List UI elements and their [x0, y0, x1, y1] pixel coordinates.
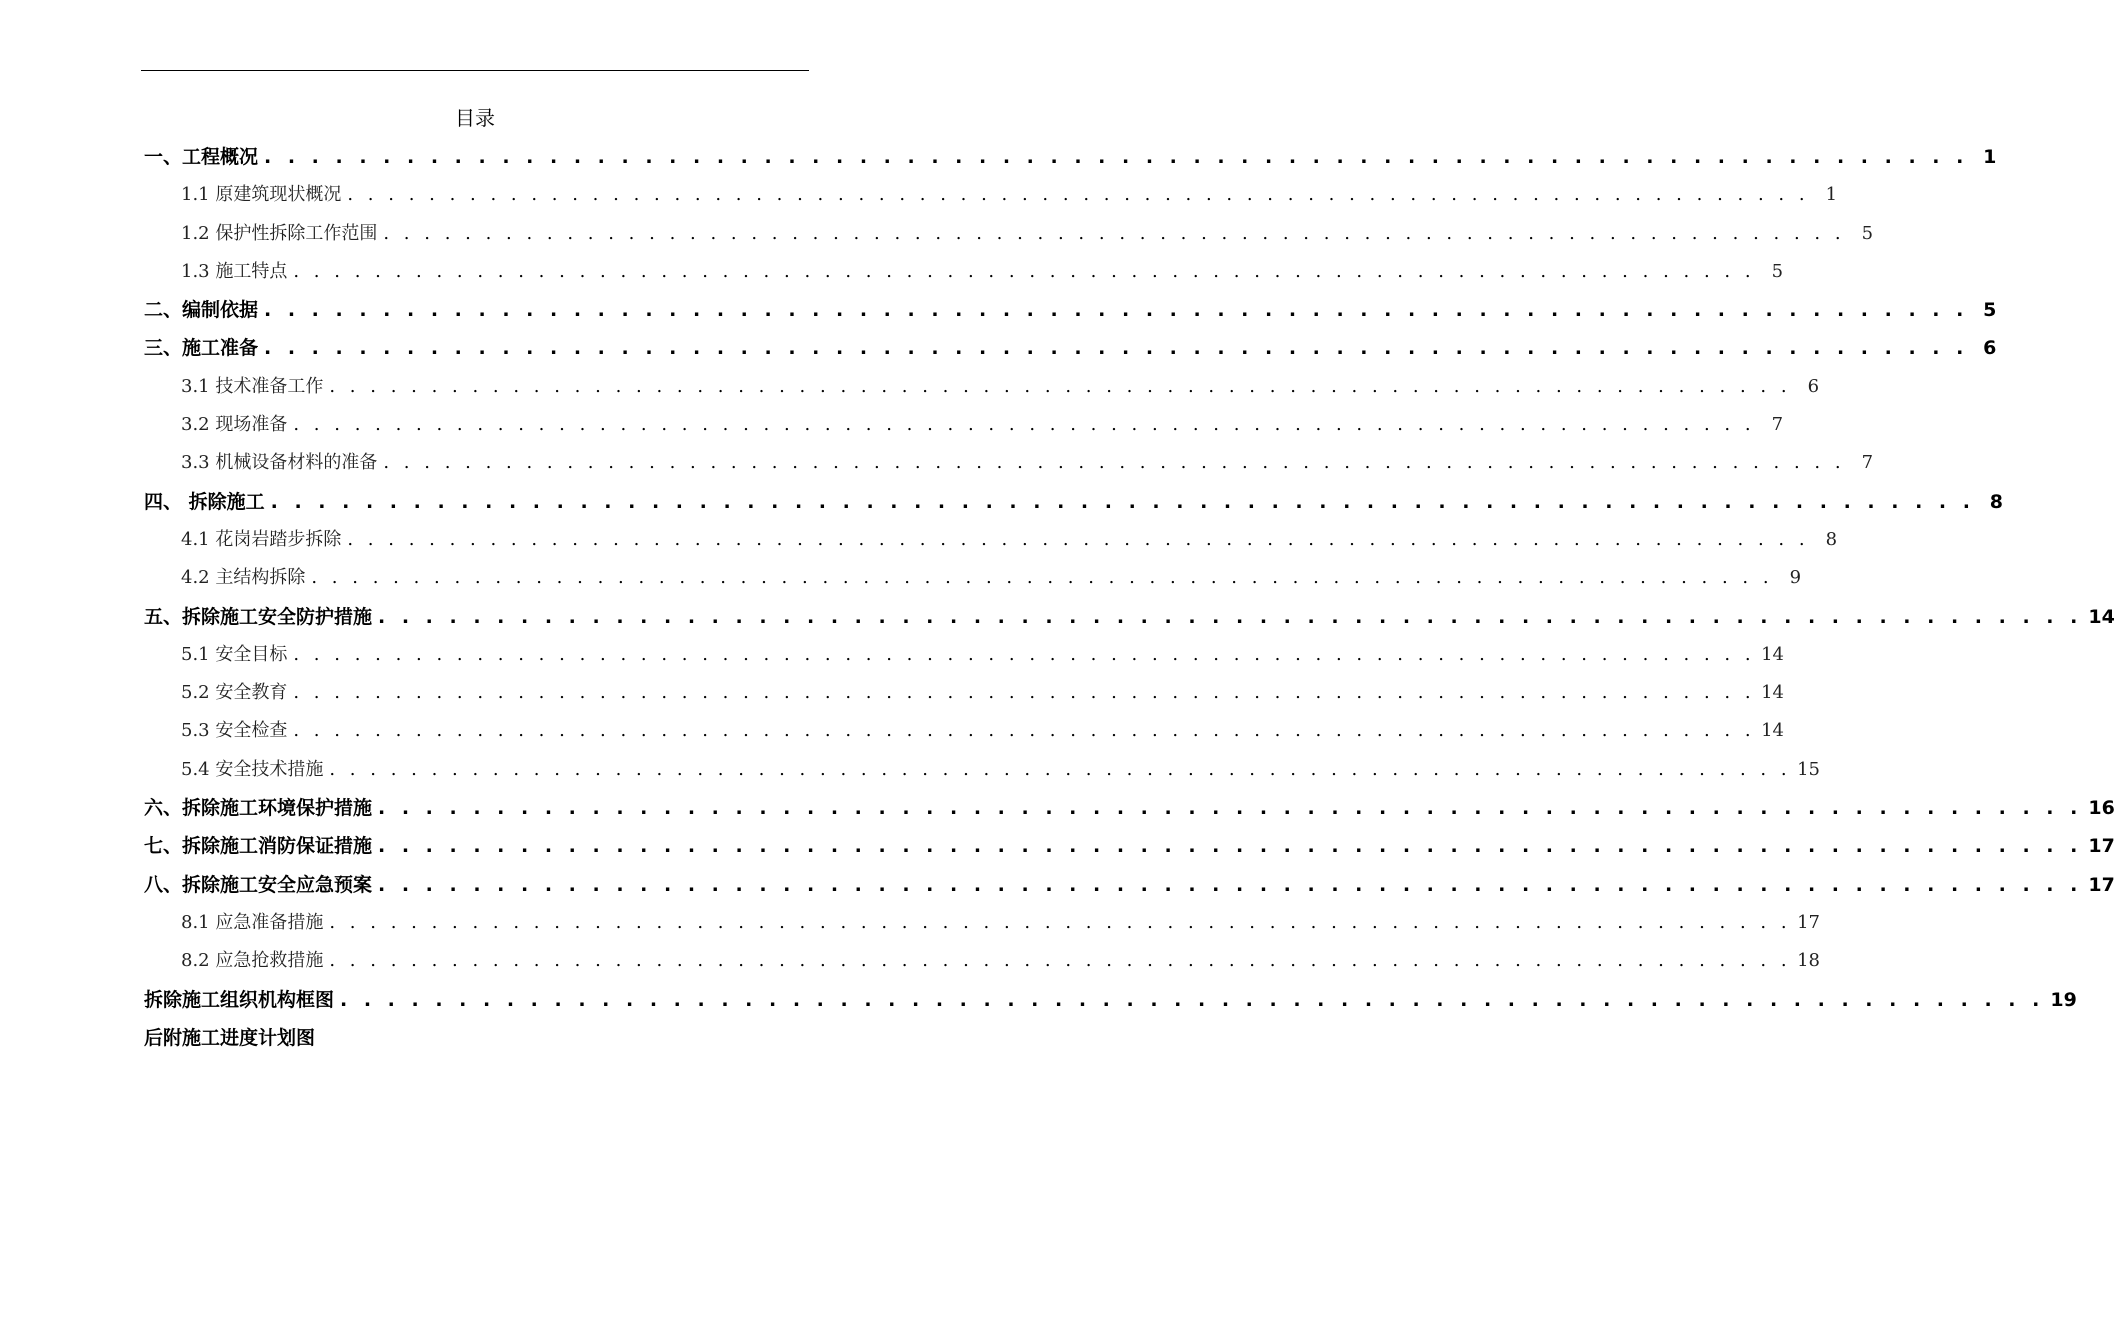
toc-dot-leader: . . . . . . . . . . . . . . . . . . . . . . . . . . . . . . . . . . . . . . . . . . . . . . . . . . . . . . . . . . . . . . . . . . . . . . . .	[293, 260, 1756, 282]
toc-dot-leader: . . . . . . . . . . . . . . . . . . . . . . . . . . . . . . . . . . . . . . . . . . . . . . . . . . . . . . . . . . . . . . . . . . . . . . . .	[293, 720, 1756, 742]
toc-entry[interactable]	[144, 559, 1802, 597]
toc-entry-page-number: 6	[1807, 375, 1820, 397]
toc-entry[interactable]	[144, 521, 1838, 559]
toc-entry-page-number: 14	[1761, 643, 1784, 665]
toc-entry[interactable]	[144, 636, 1784, 674]
toc-dot-leader: . . . . . . . . . . . . . . . . . . . . . . . . . . . . . . . . . . . . . . . . . . . . . . . . . . . . . . . . . . . . . . . . . . . . . . . .	[329, 950, 1792, 972]
toc-entry-page-number: 8	[1825, 528, 1838, 550]
toc-entry-page-number: 7	[1771, 414, 1784, 436]
toc-dot-leader: . . . . . . . . . . . . . . . . . . . . . . . . . . . . . . . . . . . . . . . . . . . . . . . . . . . . . . . . . . . . . . . . . . . . . . . .	[383, 222, 1846, 244]
toc-title: 目录	[455, 106, 495, 130]
toc-entry-label: 拆除施工组织机构框图	[144, 988, 335, 1011]
header-rule	[141, 70, 809, 71]
toc-entry-page-number: 1	[1983, 146, 1997, 168]
toc-dot-leader: . . . . . . . . . . . . . . . . . . . . . . . . . . . . . . . . . . . . . . . . . . . . . . . . . . . . . . . . . . . . . . . . . . . . . . . .	[378, 873, 2083, 896]
toc-entry[interactable]	[144, 674, 1784, 712]
toc-entry[interactable]	[144, 406, 1784, 444]
toc-dot-leader: . . . . . . . . . . . . . . . . . . . . . . . . . . . . . . . . . . . . . . . . . . . . . . . . . . . . . . . . . . . . . . . . . . . . . . . .	[378, 797, 2083, 820]
toc-entry-label: 5.4 安全技术措施	[181, 758, 324, 780]
toc-entry-label: 后附施工进度计划图	[144, 1026, 316, 1049]
toc-entry-label: 8.2 应急抢救措施	[181, 950, 324, 972]
toc-dot-leader: . . . . . . . . . . . . . . . . . . . . . . . . . . . . . . . . . . . . . . . . . . . . . . . . . . . . . . . . . . . . . . . . . . . . . . . .	[329, 911, 1792, 933]
toc-entry[interactable]	[144, 176, 1838, 214]
toc-dot-leader: . . . . . . . . . . . . . . . . . . . . . . . . . . . . . . . . . . . . . . . . . . . . . . . . . . . . . . . . . . . . . . . . . . . . . . . .	[311, 567, 1774, 589]
toc-dot-leader: . . . . . . . . . . . . . . . . . . . . . . . . . . . . . . . . . . . . . . . . . . . . . . . . . . . . . . . . . . . . . . . . . . . . . . . .	[293, 682, 1756, 704]
toc-entry-label: 五、拆除施工安全防护措施	[144, 605, 373, 628]
toc-entry[interactable]	[144, 483, 2003, 521]
toc-dot-leader: . . . . . . . . . . . . . . . . . . . . . . . . . . . . . . . . . . . . . . . . . . . . . . . . . . . . . . . . . . . . . . . . . . . . . . . .	[378, 605, 2083, 628]
toc-entry[interactable]	[144, 253, 1784, 291]
toc-entry-label: 5.2 安全教育	[181, 682, 288, 704]
toc-entry-label: 一、工程概况	[144, 146, 259, 168]
toc-entry-page-number: 14	[1761, 720, 1784, 742]
toc-dot-leader: . . . . . . . . . . . . . . . . . . . . . . . . . . . . . . . . . . . . . . . . . . . . . . . . . . . . . . . . . . . . . . . . . . . . . . . .	[383, 452, 1846, 474]
toc-entry[interactable]	[144, 827, 2115, 865]
toc-entry-page-number: 17	[2088, 873, 2115, 896]
toc-entry-label: 3.2 现场准备	[181, 414, 288, 436]
toc-entry[interactable]	[144, 751, 1820, 789]
toc-entry-page-number: 9	[1789, 567, 1802, 589]
toc-entry-page-number: 5	[1771, 260, 1784, 282]
toc-entry[interactable]	[144, 981, 2077, 1019]
toc-entry-label: 四、 拆除施工	[144, 490, 265, 513]
toc-dot-leader: . . . . . . . . . . . . . . . . . . . . . . . . . . . . . . . . . . . . . . . . . . . . . . . . . . . . . . . . . . . . . . . . . . . . . . . .	[329, 758, 1792, 780]
toc-entry-label: 八、拆除施工安全应急预案	[144, 873, 373, 896]
toc-entry[interactable]	[144, 215, 1874, 253]
toc-dot-leader: . . . . . . . . . . . . . . . . . . . . . . . . . . . . . . . . . . . . . . . . . . . . . . . . . . . . . . . . . . . . . . . . . . . . . . . .	[264, 299, 1969, 322]
toc-entry[interactable]	[144, 1019, 808, 1057]
toc-entry-page-number: 14	[2088, 605, 2115, 628]
toc-entry-label: 4.1 花岗岩踏步拆除	[181, 528, 342, 550]
toc-entry-label: 二、编制依据	[144, 299, 259, 322]
toc-dot-leader: . . . . . . . . . . . . . . . . . . . . . . . . . . . . . . . . . . . . . . . . . . . . . . . . . . . . . . . . . . . . . . . . . . . . . . . .	[378, 835, 2083, 858]
toc-entry-label: 1.1 原建筑现状概况	[181, 184, 342, 206]
toc-dot-leader: . . . . . . . . . . . . . . . . . . . . . . . . . . . . . . . . . . . . . . . . . . . . . . . . . . . . . . . . . . . . . . . . . . . . . . . .	[340, 988, 2045, 1011]
toc-entry-label: 三、施工准备	[144, 337, 259, 360]
toc-entry-page-number: 19	[2050, 988, 2077, 1011]
toc-dot-leader: . . . . . . . . . . . . . . . . . . . . . . . . . . . . . . . . . . . . . . . . . . . . . . . . . . . . . . . . . . . . . . . . . . . . . . . .	[264, 146, 1969, 168]
toc-entry-label: 5.1 安全目标	[181, 643, 288, 665]
toc-entry[interactable]	[144, 444, 1874, 482]
toc-entry-page-number: 5	[1983, 299, 1997, 322]
toc-entry[interactable]	[144, 598, 2115, 636]
toc-dot-leader: . . . . . . . . . . . . . . . . . . . . . . . . . . . . . . . . . . . . . . . . . . . . . . . . . . . . . . . . . . . . . . . . . . . . . . . .	[293, 414, 1756, 436]
toc-entry-label: 8.1 应急准备措施	[181, 911, 324, 933]
toc-entry[interactable]	[144, 789, 2115, 827]
toc-entry[interactable]	[144, 866, 2115, 904]
toc-entry[interactable]	[144, 291, 1997, 329]
toc-entry-label: 七、拆除施工消防保证措施	[144, 835, 373, 858]
toc-dot-leader: . . . . . . . . . . . . . . . . . . . . . . . . . . . . . . . . . . . . . . . . . . . . . . . . . . . . . . . . . . . . . . . . . . . . . . . .	[264, 337, 1969, 360]
toc-entry[interactable]	[144, 329, 1997, 367]
toc-dot-leader: . . . . . . . . . . . . . . . . . . . . . . . . . . . . . . . . . . . . . . . . . . . . . . . . . . . . . . . . . . . . . . . . . . . . . . . .	[329, 375, 1792, 397]
toc-entry-label: 3.1 技术准备工作	[181, 375, 324, 397]
toc-entry-page-number: 6	[1983, 337, 1997, 360]
toc-dot-leader: . . . . . . . . . . . . . . . . . . . . . . . . . . . . . . . . . . . . . . . . . . . . . . . . . . . . . . . . . . . . . . . . . . . . . . . .	[347, 528, 1810, 550]
toc-entry[interactable]	[144, 368, 1820, 406]
toc-dot-leader: . . . . . . . . . . . . . . . . . . . . . . . . . . . . . . . . . . . . . . . . . . . . . . . . . . . . . . . . . . . . . . . . . . . . . . . .	[270, 490, 1975, 513]
toc-entry[interactable]	[144, 942, 1820, 980]
toc-entry-page-number: 14	[1761, 682, 1784, 704]
toc-dot-leader: . . . . . . . . . . . . . . . . . . . . . . . . . . . . . . . . . . . . . . . . . . . . . . . . . . . . . . . . . . . . . . . . . . . . . . . .	[347, 184, 1810, 206]
toc-entry-page-number: 8	[1989, 490, 2003, 513]
table-of-contents	[144, 138, 2115, 1057]
toc-entry-label: 六、拆除施工环境保护措施	[144, 797, 373, 820]
toc-dot-leader: . . . . . . . . . . . . . . . . . . . . . . . . . . . . . . . . . . . . . . . . . . . . . . . . . . . . . . . . . . . . . . . . . . . . . . . .	[293, 643, 1756, 665]
toc-entry-page-number: 15	[1797, 758, 1820, 780]
toc-entry-page-number: 17	[2088, 835, 2115, 858]
toc-entry-page-number: 16	[2088, 797, 2115, 820]
toc-entry-label: 5.3 安全检查	[181, 720, 288, 742]
toc-entry[interactable]	[144, 712, 1784, 750]
toc-entry-page-number: 18	[1797, 950, 1820, 972]
toc-entry-page-number: 17	[1797, 911, 1820, 933]
toc-entry[interactable]	[144, 904, 1820, 942]
toc-entry-label: 3.3 机械设备材料的准备	[181, 452, 378, 474]
toc-entry-page-number: 7	[1861, 452, 1874, 474]
toc-entry-label: 1.2 保护性拆除工作范围	[181, 222, 378, 244]
toc-entry-label: 4.2 主结构拆除	[181, 567, 306, 589]
toc-entry-label: 1.3 施工特点	[181, 260, 288, 282]
toc-entry-page-number: 1	[1825, 184, 1838, 206]
toc-entry[interactable]	[144, 138, 1997, 176]
toc-entry-page-number: 5	[1861, 222, 1874, 244]
